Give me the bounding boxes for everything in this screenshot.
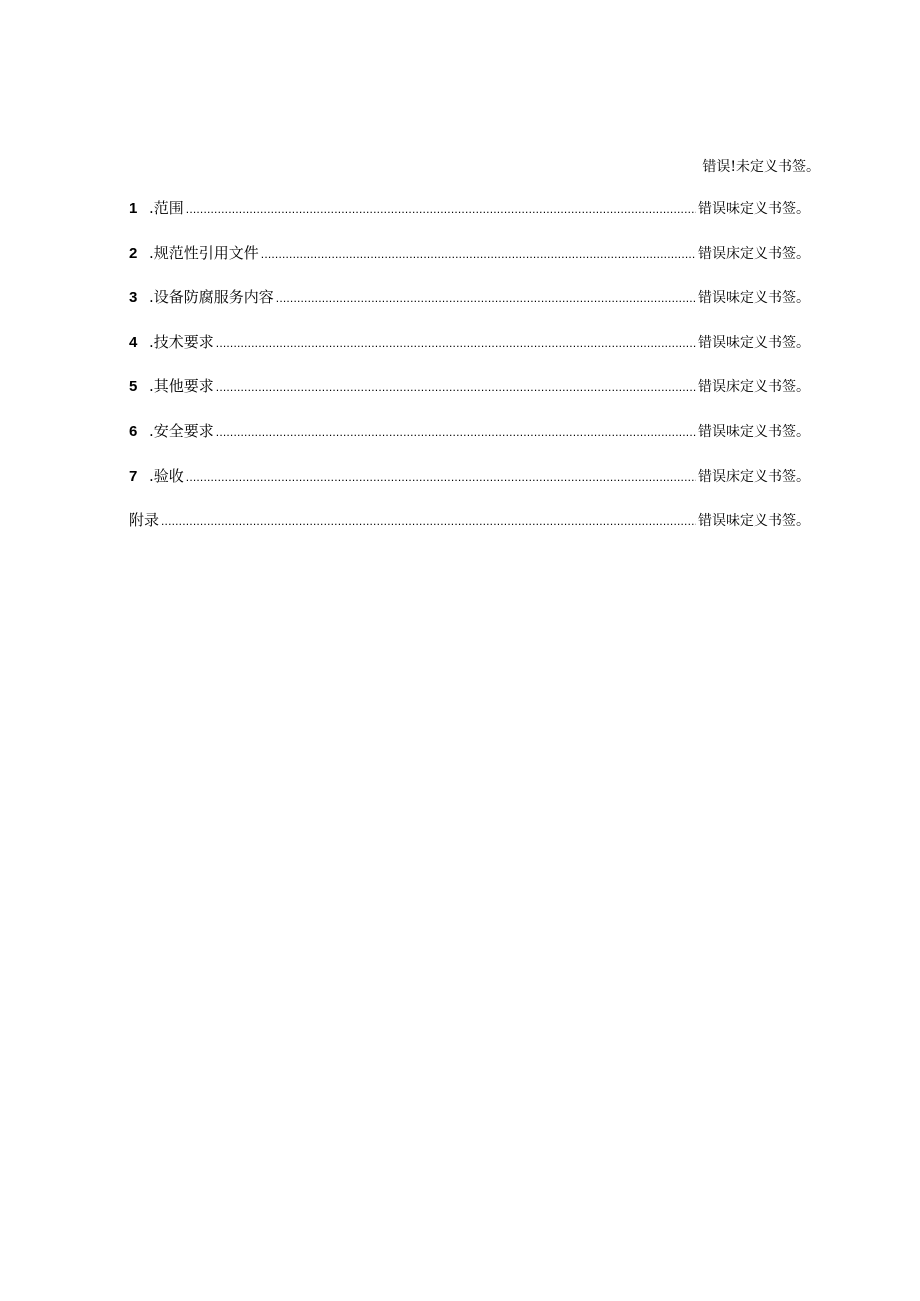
toc-entry-title: .安全要求: [149, 421, 214, 440]
toc-entry-page-ref: 错误味定义书签。: [698, 513, 810, 530]
toc-entry-page-ref: 错误味定义书签。: [698, 423, 810, 440]
toc-leader-dots: [216, 425, 696, 439]
toc-leader-dots: [261, 247, 696, 261]
toc-leader-dots: [216, 336, 696, 350]
toc-leader-dots: [186, 202, 696, 216]
toc-entry-number: 3: [129, 289, 138, 307]
toc-entry[interactable]: [129, 197, 810, 242]
toc-entry[interactable]: [129, 242, 810, 287]
toc-entry-title: 附录: [129, 511, 160, 530]
toc-leader-dots: [186, 470, 696, 484]
toc-entry-number: 5: [129, 378, 138, 396]
toc-entry[interactable]: [129, 331, 810, 376]
toc-leader-dots: [216, 380, 696, 394]
toc-leader-dots: [161, 514, 696, 528]
toc-entry-page-ref: 错误味定义书签。: [698, 201, 810, 217]
toc-entry-number: 7: [129, 467, 138, 485]
toc-entry-number: 4: [129, 333, 138, 351]
toc-entry-page-ref: 错误床定义书签。: [698, 379, 810, 396]
toc-entry-page-ref: 错误味定义书签。: [698, 334, 810, 351]
toc-header-note: 错误!未定义书签。: [702, 159, 820, 175]
toc-entry-page-ref: 错误床定义书签。: [698, 245, 810, 262]
toc-entry-page-ref: 错误床定义书签。: [698, 468, 810, 485]
toc-entry[interactable]: [129, 375, 810, 420]
toc-entry-title: .技术要求: [149, 332, 214, 351]
toc-entry-title: .规范性引用文件: [149, 243, 259, 262]
toc-entry-number: 1: [129, 200, 138, 217]
toc-leader-dots: [276, 291, 696, 305]
toc-entry[interactable]: [129, 465, 810, 510]
toc-entry-title: .其他要求: [149, 377, 214, 396]
toc-entry[interactable]: [129, 420, 810, 465]
toc-entry-page-ref: 错误味定义书签。: [698, 290, 810, 307]
toc-entry-title: .设备防腐服务内容: [149, 288, 274, 307]
toc-entry-number: 6: [129, 422, 138, 440]
toc-entry[interactable]: [129, 286, 810, 331]
toc-entry-number: 2: [129, 244, 138, 262]
table-of-contents: [129, 197, 810, 554]
toc-entry-title: .范围: [149, 199, 184, 217]
toc-entry-title: .验收: [149, 466, 184, 485]
toc-entry-appendix[interactable]: [129, 509, 810, 554]
